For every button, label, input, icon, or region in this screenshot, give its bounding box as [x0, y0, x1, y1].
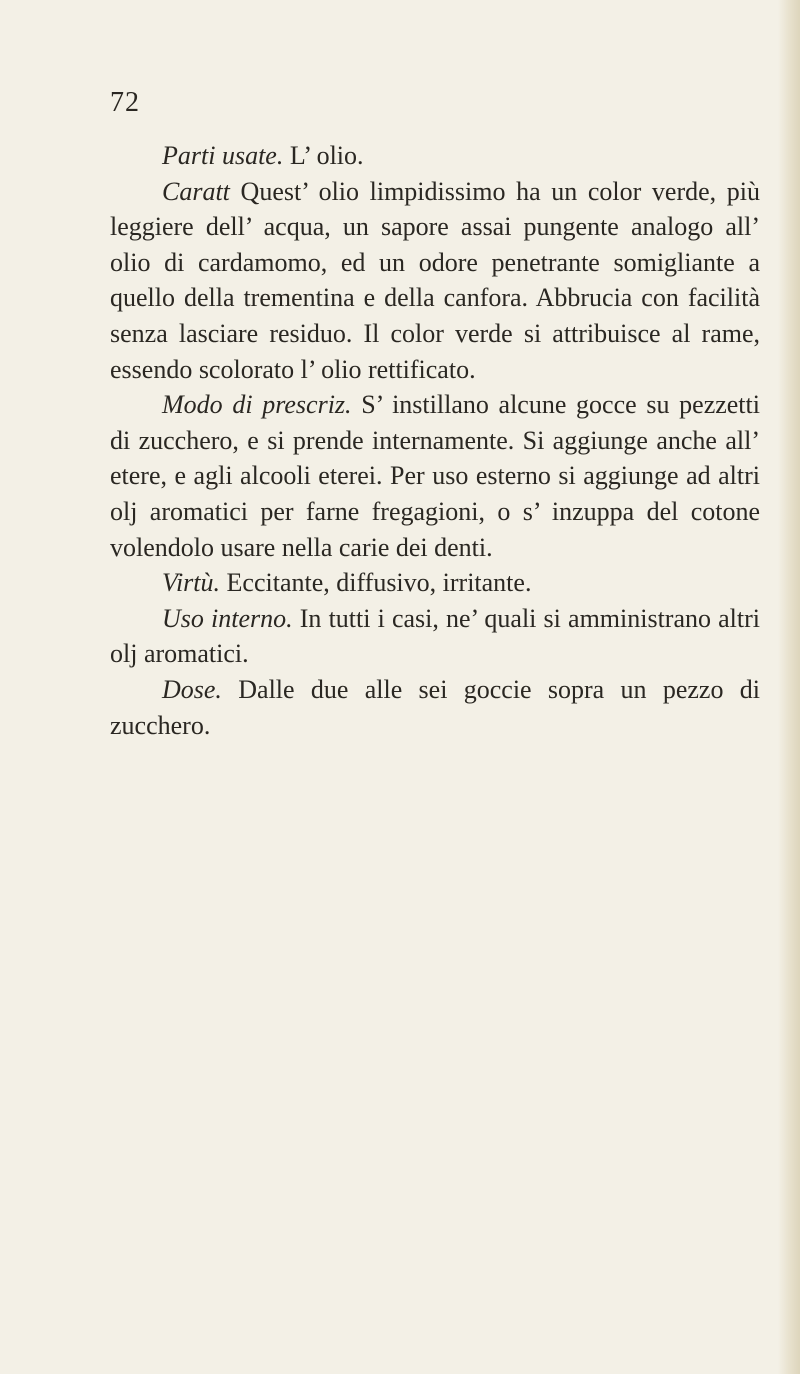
- paragraph-text: Quest’ olio limpidissimo ha un color verde, più leggiere dell’ acqua, un sapore assai pungente analogo all’ olio di cardamomo, ed un odore penetrante somigliante a quello della trementina e della canfora. Abbrucia con facilità senza lasciare residuo. Il color verde si attribuisce al rame, essendo scolorato l’ olio rettificato.: [110, 176, 760, 384]
- paragraph-text: Eccitante, diffusivo, irritante.: [220, 568, 532, 598]
- page-number: 72: [110, 87, 140, 118]
- page-edge: [778, 0, 800, 1374]
- paragraph-heading: Caratt: [162, 176, 230, 206]
- paragraph-uso-interno: [110, 601, 760, 672]
- paragraph-text: L’ olio.: [283, 141, 364, 170]
- paragraph-dose: [110, 672, 760, 743]
- paragraph-heading: Virtù.: [162, 568, 221, 598]
- page-body: [110, 138, 760, 743]
- paragraph-modo-di-prescrizione: [110, 387, 760, 565]
- paragraph-virtu: [110, 565, 760, 601]
- paragraph-heading: Parti usate.: [162, 141, 284, 170]
- paragraph-parti-usate: [110, 138, 760, 174]
- paragraph-heading: Uso interno.: [162, 603, 293, 633]
- paragraph-heading: Dose.: [162, 674, 222, 704]
- paragraph-text: Dalle due alle sei goccie sopra un pezzo di zucchero.: [110, 674, 760, 740]
- paragraph-text: S’ instillano alcune gocce su pezzetti di zucchero, e si prende internamente. Si aggiunge anche all’ etere, e agli alcooli eterei. Per uso esterno si aggiunge ad altri olj aromatici per farne fregagioni, o s’ inzuppa del cotone volendolo usare nella carie dei denti.: [110, 390, 760, 562]
- paragraph-caratteri: [110, 174, 760, 388]
- paragraph-text: In tutti i casi, ne’ quali si amministrano altri olj aromatici.: [110, 603, 761, 669]
- paragraph-heading: Modo di prescriz.: [162, 390, 352, 420]
